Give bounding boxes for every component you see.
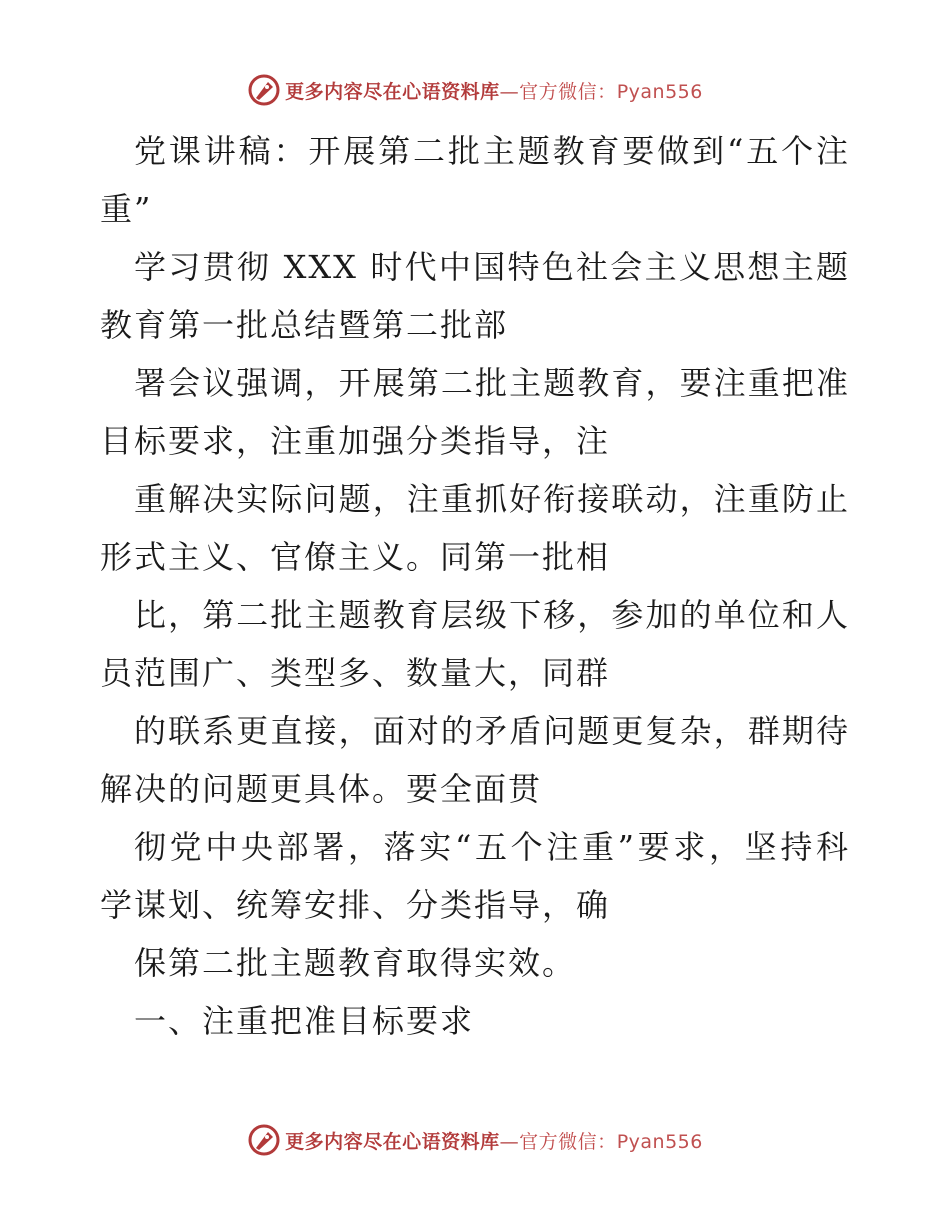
paragraph: 比，第二批主题教育层级下移，参加的单位和人员范围广、类型多、数量大，同群 — [100, 596, 850, 692]
paragraph: 的联系更直接，面对的矛盾问题更复杂，群期待解决的问题更具体。要全面贯 — [100, 712, 850, 808]
pen-nib-logo-icon — [247, 1123, 281, 1157]
watermark-text — [285, 1127, 703, 1154]
watermark-dash: — — [499, 1130, 520, 1153]
watermark-dash: — — [499, 80, 520, 103]
document-body — [100, 122, 850, 1050]
watermark-site: 更多内容尽在心语资料库 — [285, 80, 500, 103]
watermark-wechat-label: 官方微信： — [519, 80, 617, 103]
watermark-wechat-id: Pyan556 — [616, 1130, 703, 1153]
paragraph: 保第二批主题教育取得实效。 — [134, 944, 577, 982]
watermark-wechat-id: Pyan556 — [616, 80, 703, 103]
paragraph: 学习贯彻 XXX 时代中国特色社会主义思想主题教育第一批总结暨第二批部 — [100, 248, 850, 344]
watermark-text — [285, 77, 703, 104]
footer-watermark — [0, 1120, 950, 1160]
paragraph: 署会议强调，开展第二批主题教育，要注重把准目标要求，注重加强分类指导，注 — [100, 364, 850, 460]
paragraph: 重解决实际问题，注重抓好衔接联动，注重防止形式主义、官僚主义。同第一批相 — [100, 480, 850, 576]
section-heading: 一、注重把准目标要求 — [134, 1002, 475, 1040]
header-watermark — [0, 70, 950, 110]
watermark-wechat-label: 官方微信： — [519, 1130, 617, 1153]
document-title: 党课讲稿：开展第二批主题教育要做到“五个注重” — [100, 132, 850, 228]
pen-nib-logo-icon — [247, 73, 281, 107]
paragraph: 彻党中央部署，落实“五个注重”要求，坚持科学谋划、统筹安排、分类指导，确 — [100, 828, 850, 924]
watermark-site: 更多内容尽在心语资料库 — [285, 1130, 500, 1153]
